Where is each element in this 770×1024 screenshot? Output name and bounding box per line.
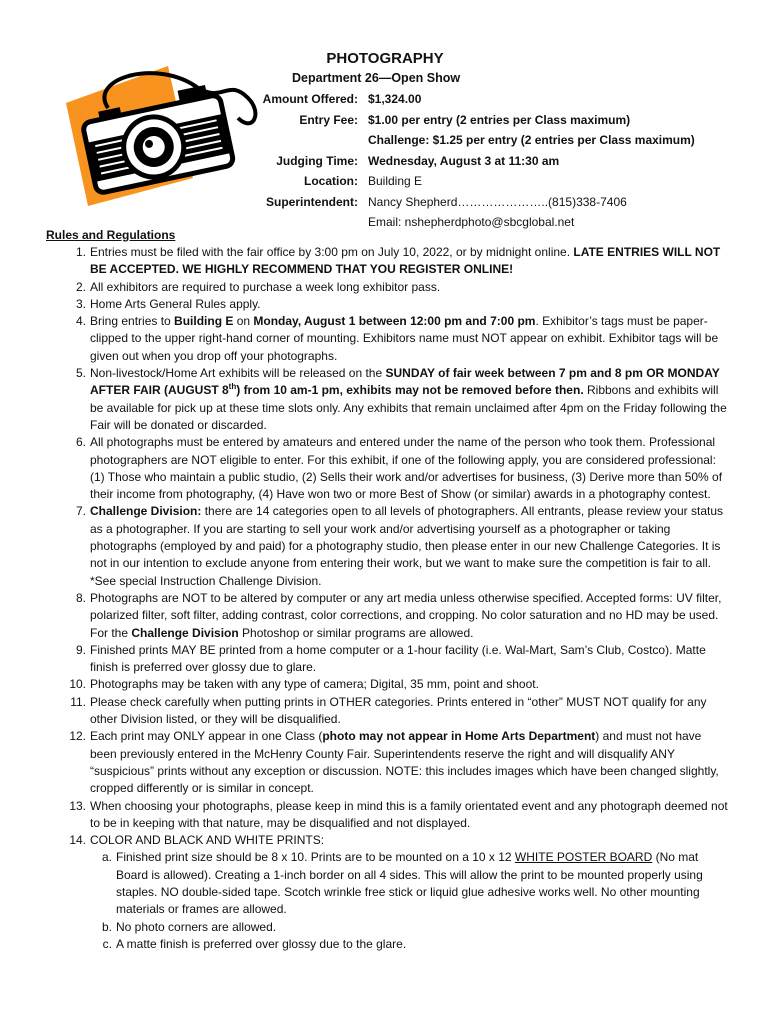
- rule-number: 4.: [75, 314, 86, 329]
- rule-item: [69, 728, 730, 797]
- location-label: Location:: [304, 174, 358, 189]
- rule-item: [69, 798, 730, 833]
- rule-number: 10.: [69, 677, 86, 692]
- superintendent-email: Email: nshepherdphoto@sbcglobal.net: [368, 215, 575, 230]
- rule-text: A matte finish is preferred over glossy due to the glare.: [116, 936, 407, 951]
- rule-text-bold: Monday, August 1 between 12:00 pm and 7:00 pm: [253, 314, 536, 329]
- rule-number: 12.: [69, 729, 86, 744]
- email-row: [200, 212, 695, 233]
- rule-item: [75, 590, 730, 642]
- rule-item: [75, 279, 730, 296]
- rule-number: 3.: [75, 296, 86, 311]
- department-subtitle: Department 26—Open Show: [292, 71, 461, 85]
- rule-number: 6.: [75, 435, 86, 450]
- amount-row: [200, 89, 695, 110]
- location-value: Building E: [368, 174, 423, 189]
- rule-superscript: th: [228, 382, 237, 392]
- judging-label: Judging Time:: [276, 153, 358, 168]
- rule-item: [75, 313, 730, 365]
- rule-text: (No mat Board is allowed). Creating a 1-inch border on all 4 sides. This will allow the print to be mounted properly using staples. NO double-sided tape. Scotch wrinkle free stick or liquid glue adhesive works well. No other mounting materials or frames are allowed.: [116, 850, 703, 917]
- rule-text: Ribbons and exhibits will be available for pick up at these time slots only. Any exhibits that remain unclaimed after 4pm on the Friday following the Fair will be donated or discarded.: [90, 383, 727, 432]
- rules-heading: Rules and Regulations: [46, 228, 176, 242]
- rule-number: 5.: [75, 366, 86, 381]
- rule-text: All photographs must be entered by amateurs and entered under the name of the person who took them. Professional photographers are NOT eligible to enter. For this exhibit, if one of the following apply, you are considered professional: (1) Those who maintain a public studio, (2) Sells their work and/or advertises for business, (3) Derive more than 50% of their income from photography, (4) Have won two or more Best of Show (or similar) awards in a photography contest.: [90, 435, 723, 502]
- rule-text: Photographs are NOT to be altered by computer or any art media unless otherwise specified. Accepted forms: UV filter, polarized filter, soft filter, adding contrast, color corrections, and cropping. No color saturation and no HD may be used. For the: [90, 590, 722, 640]
- amount-value: $1,324.00: [368, 92, 422, 107]
- rule-text: . Exhibitor’s tags must be paper-clipped to the upper right-hand corner of mounting. Exhibitors name must NOT appear on exhibit. Exhibitor tags will be given out when you drop off your photographs.: [90, 314, 719, 363]
- rule-text: Please check carefully when putting prints in OTHER categories. Prints entered in “other” MUST NOT qualify for any other Division listed, or they will be disqualified.: [90, 694, 707, 727]
- rule-item: [75, 365, 730, 434]
- rule-number: 13.: [69, 798, 86, 813]
- rule-text-underlined: WHITE POSTER BOARD: [514, 850, 653, 865]
- rule-text: No photo corners are allowed.: [116, 919, 277, 934]
- rule-text-bold: Building E: [174, 314, 234, 329]
- rule-text-bold: LATE ENTRIES WILL NOT BE ACCEPTED. WE HIGHLY RECOMMEND THAT YOU REGISTER ONLINE!: [90, 245, 721, 277]
- location-row: [200, 171, 695, 192]
- rule-text: When choosing your photographs, please keep in mind this is a family orientated event and any photograph deemed not to be in keeping with that nature, may be disqualified and not displayed.: [90, 798, 728, 830]
- rule-number: 14.: [69, 833, 86, 848]
- superintendent-label: Superintendent:: [266, 194, 358, 209]
- page-title: PHOTOGRAPHY: [326, 50, 444, 67]
- rule-number: 1.: [75, 245, 86, 259]
- sub-rule-item: [101, 849, 730, 918]
- sub-rule-letter: b.: [101, 919, 112, 934]
- judging-row: [200, 151, 695, 172]
- sub-rule-item: [101, 919, 730, 936]
- rule-text: Photoshop or similar programs are allowed.: [238, 625, 474, 640]
- challenge-fee-value: Challenge: $1.25 per entry (2 entries per Class maximum): [368, 133, 695, 148]
- superintendent-value: Nancy Shepherd…………………..(815)338-7406: [368, 194, 627, 209]
- rule-text: Finished prints MAY BE printed from a home computer or a 1-hour facility (i.e. Wal-Mart, Sam’s Club, Costco). Matte finish is preferred over glossy due to glare.: [90, 642, 706, 675]
- rule-text: Non-livestock/Home Art exhibits will be released on the: [90, 366, 386, 381]
- rule-item: [75, 434, 730, 503]
- rule-item: [69, 676, 730, 693]
- rule-item: [75, 296, 730, 313]
- rule-text: Each print may ONLY appear in one Class (: [90, 729, 323, 744]
- rule-item: [75, 503, 730, 589]
- sub-rule-letter: c.: [102, 936, 112, 951]
- rule-text: All exhibitors are required to purchase a week long exhibitor pass.: [90, 279, 441, 294]
- rule-text: Bring entries to: [90, 314, 175, 329]
- sub-rule-item: [102, 936, 730, 953]
- rule-text: ) and must not have been previously entered in the McHenry County Fair. Superintendents reserve the right and will disqualify ANY “suspicious” prints without any exception or discussion. NOTE: this includes images which have been changed slightly, cropped differently or is similar in concept.: [90, 729, 719, 796]
- rule-number: 11.: [70, 694, 86, 709]
- rule-number: 9.: [75, 642, 86, 657]
- fee-label: Entry Fee:: [299, 112, 358, 127]
- rule-text-bold: ) from 10 am-1 pm, exhibits may not be removed before then.: [236, 383, 584, 398]
- rule-number: 8.: [75, 590, 86, 605]
- rule-text: on: [233, 314, 254, 329]
- rule-text: Finished print size should be 8 x 10. Prints are to be mounted on a 10 x 12: [116, 850, 515, 865]
- rule-number: 7.: [75, 504, 86, 519]
- rule-item: [70, 694, 730, 729]
- fee-row: [200, 110, 695, 131]
- rule-text: Entries must be filed with the fair office by 3:00 pm on July 10, 2022, or by midnight online.: [90, 245, 574, 259]
- rule-text-bold: Challenge Division:: [90, 504, 202, 519]
- sub-rules-list: [90, 849, 730, 953]
- fee-value: $1.00 per entry (2 entries per Class maximum): [368, 112, 631, 127]
- rule-text: COLOR AND BLACK AND WHITE PRINTS:: [90, 833, 325, 848]
- rule-item: [75, 244, 730, 279]
- amount-label: Amount Offered:: [262, 92, 358, 107]
- rule-text: Photographs may be taken with any type of camera; Digital, 35 mm, point and shoot.: [90, 677, 539, 692]
- rule-text-bold: SUNDAY of fair week between 7 pm and 8 pm OR MONDAY AFTER FAIR (AUGUST 8: [90, 366, 720, 398]
- rule-item: [69, 832, 730, 953]
- rules-list: [69, 244, 730, 953]
- sub-rule-letter: a.: [101, 850, 112, 865]
- rule-item: [75, 642, 730, 677]
- superintendent-row: [200, 192, 695, 213]
- challenge-fee-row: [200, 130, 695, 151]
- judging-value: Wednesday, August 3 at 11:30 am: [368, 153, 560, 168]
- rule-text-bold: Challenge Division: [131, 625, 239, 640]
- rule-text-bold: photo may not appear in Home Arts Department: [322, 729, 596, 744]
- show-info: [200, 89, 695, 233]
- rule-number: 2.: [75, 279, 86, 294]
- rule-text: there are 14 categories open to all levels of photographers. All entrants, please review your status as a photographer. If you are starting to sell your work and/or advertising yourself as a photographer or taking photographs (employed by and paid) for a photography studio, then please enter in our new Challenge Categories. It is not in our intention to exclude anyone from entering their work, but we want to make sure the competition is fair to all. *See special Instruction Challenge Division.: [90, 504, 723, 588]
- rule-text: Home Arts General Rules apply.: [90, 296, 261, 311]
